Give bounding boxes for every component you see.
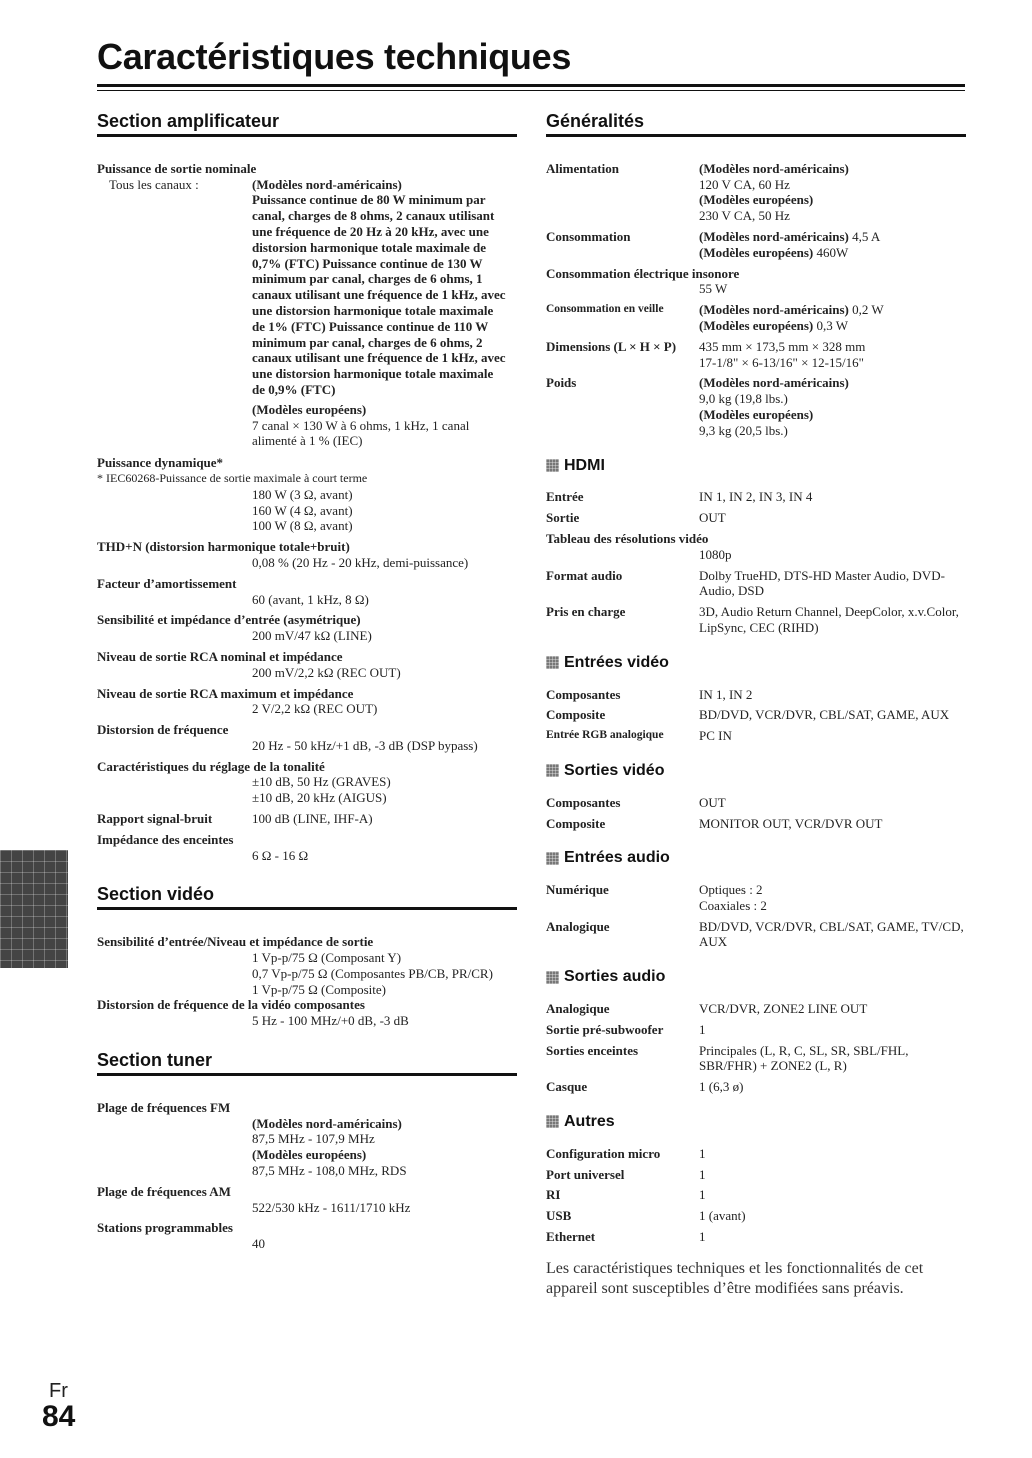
hdmi-output-label: Sortie xyxy=(546,510,580,526)
video-outputs-heading-text: Sorties vidéo xyxy=(564,761,665,779)
aout-speakers-value: Principales (L, R, C, SL, SR, SBL/FHL, SBR/FHR) + ZONE2 (L, R) xyxy=(699,1042,909,1074)
standby-na-value: 0,2 W xyxy=(852,302,884,318)
mic-setup-value: 1 xyxy=(699,1145,706,1161)
vout-composite-value: MONITOR OUT, VCR/DVR OUT xyxy=(699,815,883,831)
dimensions-imperial: 17-1/8" × 6-13/16" × 12-15/16" xyxy=(699,354,864,370)
aout-analog-value: VCR/DVR, ZONE2 LINE OUT xyxy=(699,1001,868,1017)
weight-row xyxy=(546,375,966,438)
ain-digital-label: Numérique xyxy=(546,882,609,898)
universal-port-value: 1 xyxy=(699,1166,706,1182)
audio-format-label: Format audio xyxy=(546,567,623,583)
usb-label: USB xyxy=(546,1208,572,1224)
power-supply-na-value: 120 V CA, 60 Hz xyxy=(699,176,790,192)
square-bullet-icon xyxy=(546,459,559,472)
all-channels-row xyxy=(97,177,517,450)
freq-response-label: Distorsion de fréquence xyxy=(97,722,229,738)
universal-port-label: Port universel xyxy=(546,1166,625,1182)
audio-inputs-heading-text: Entrées audio xyxy=(564,849,670,867)
aout-headphones-value: 1 (6,3 ø) xyxy=(699,1079,744,1095)
consumption-eu-value: 460W xyxy=(816,244,849,260)
hdmi-input-label: Entrée xyxy=(546,489,584,505)
snr-value: 100 dB (LINE, IHF-A) xyxy=(252,811,373,827)
rca-max-value: 2 V/2,2 kΩ (REC OUT) xyxy=(252,701,378,717)
input-sensitivity-value: 200 mV/47 kΩ (LINE) xyxy=(252,628,372,644)
ethernet-value: 1 xyxy=(699,1229,706,1245)
dynamic-power-note: * IEC60268-Puissance de sortie maximale à court terme xyxy=(97,470,368,485)
disclaimer-note: Les caractéristiques techniques et les fonctionnalités de cet appareil sont susceptibles d’être modifiées sans préavis. xyxy=(546,1259,924,1297)
eu-models-label: (Modèles européens) xyxy=(252,1147,367,1163)
video-sensitivity-value: 1 Vp-p/75 Ω (Composant Y) xyxy=(252,950,402,966)
ain-coaxial-value: Coaxiales : 2 xyxy=(699,897,767,913)
weight-na-value: 9,0 kg (19,8 lbs.) xyxy=(699,391,788,407)
dynamic-power-value: 100 W (8 Ω, avant) xyxy=(252,518,353,534)
snr-row xyxy=(97,811,517,827)
hdmi-input-value: IN 1, IN 2, IN 3, IN 4 xyxy=(699,489,813,505)
fm-range-label: Plage de fréquences FM xyxy=(97,1099,231,1115)
na-models-label: (Modèles nord-américains) xyxy=(699,375,849,391)
title-rule xyxy=(97,84,965,87)
rca-nominal-label: Niveau de sortie RCA nominal et impédance xyxy=(97,648,343,664)
dynamic-power-value: 180 W (3 Ω, avant) xyxy=(252,486,353,502)
vout-composite-label: Composite xyxy=(546,815,606,831)
audio-format-value: Dolby TrueHD, DTS-HD Master Audio, DVD-Audio, DSD xyxy=(699,567,945,599)
general-section-heading: Généralités xyxy=(546,112,966,137)
no-sound-consumption-label: Consommation électrique insonore xyxy=(546,265,740,281)
language-label: Fr xyxy=(49,1380,68,1402)
resolution-label: Tableau des résolutions vidéo xyxy=(546,530,709,546)
video-section-heading: Section vidéo xyxy=(97,885,517,910)
eu-models-label: (Modèles européens) xyxy=(699,192,814,208)
video-outputs-heading xyxy=(546,763,966,779)
dimensions-label: Dimensions (L × H × P) xyxy=(546,338,677,354)
ri-label: RI xyxy=(546,1187,561,1203)
standby-label: Consommation en veille xyxy=(546,303,664,316)
audio-outputs-heading-text: Sorties audio xyxy=(564,968,666,986)
presets-label: Stations programmables xyxy=(97,1220,233,1236)
consumption-na-value: 4,5 A xyxy=(852,228,881,244)
freq-response-value: 20 Hz - 50 kHz/+1 dB, -3 dB (DSP bypass) xyxy=(252,737,478,753)
vin-rgb-value: PC IN xyxy=(699,728,732,744)
rated-power-label: Puissance de sortie nominale xyxy=(97,160,257,176)
video-freq-value: 5 Hz - 100 MHz/+0 dB, -3 dB xyxy=(252,1013,409,1029)
vin-composite-label: Composite xyxy=(546,707,606,723)
na-power-text: Puissance continue de 80 W minimum par canal, charges de 8 ohms, 2 canaux utilisant une fréquence de 20 Hz à 20 kHz, avec une distorsion harmonique totale maximale de 0,7% (FTC) Puissance continue de 130 W minimum par canal, charges de 6 ohms, 1 canaux utilisant une fréquence de 1 kHz, avec une distorsion harmonique totale maximale de 1% (FTC) Puissance continue de 110 W minimum par canal, charges de 6 ohms, 2 canaux utilisant une fréquence de 1 kHz, avec une distorsion harmonique totale maximale de 0,9% (FTC) xyxy=(252,192,506,397)
square-bullet-icon xyxy=(546,852,559,865)
video-inputs-heading-text: Entrées vidéo xyxy=(564,653,669,671)
section-tab-marker xyxy=(0,850,68,968)
vin-rgb-label: Entrée RGB analogique xyxy=(546,729,664,742)
standby-row xyxy=(546,302,966,334)
audio-outputs-heading xyxy=(546,969,966,985)
na-models-label: (Modèles nord-américains) xyxy=(252,1115,402,1131)
hdmi-output-value: OUT xyxy=(699,510,726,526)
ain-optical-value: Optiques : 2 xyxy=(699,882,763,898)
all-channels-label: Tous les canaux : xyxy=(109,176,199,192)
ethernet-label: Ethernet xyxy=(546,1229,596,1245)
damping-value: 60 (avant, 1 kHz, 8 Ω) xyxy=(252,591,369,607)
eu-power-text: 7 canal × 130 W à 6 ohms, 1 kHz, 1 canal alimenté à 1 % (IEC) xyxy=(252,417,470,449)
na-models-label: (Modèles nord-américains) xyxy=(699,160,849,176)
hdmi-heading-text: HDMI xyxy=(564,456,605,474)
eu-models-label: (Modèles européens) xyxy=(699,317,814,333)
ain-analog-label: Analogique xyxy=(546,918,610,934)
vin-component-value: IN 1, IN 2 xyxy=(699,686,753,702)
consumption-label: Consommation xyxy=(546,228,631,244)
dynamic-power-label: Puissance dynamique* xyxy=(97,455,224,471)
title-rule-thin xyxy=(97,90,965,91)
square-bullet-icon xyxy=(546,656,559,669)
video-sensitivity-value: 1 Vp-p/75 Ω (Composite) xyxy=(252,981,386,997)
vin-composite-value: BD/DVD, VCR/DVR, CBL/SAT, GAME, AUX xyxy=(699,707,950,723)
snr-label: Rapport signal-bruit xyxy=(97,811,213,827)
video-freq-label: Distorsion de fréquence de la vidéo composantes xyxy=(97,997,365,1013)
others-heading xyxy=(546,1114,966,1130)
tone-control-value: ±10 dB, 20 kHz (AIGUS) xyxy=(252,790,387,806)
weight-eu-value: 9,3 kg (20,5 lbs.) xyxy=(699,422,788,438)
rca-max-label: Niveau de sortie RCA maximum et impédance xyxy=(97,685,354,701)
ain-analog-value: BD/DVD, VCR/DVR, CBL/SAT, GAME, TV/CD, AUX xyxy=(699,918,964,950)
supported-label: Pris en charge xyxy=(546,604,626,620)
am-range-label: Plage de fréquences AM xyxy=(97,1183,231,1199)
standby-eu-value: 0,3 W xyxy=(816,317,849,333)
vin-component-label: Composantes xyxy=(546,686,621,702)
thd-label: THD+N (distorsion harmonique totale+bruit) xyxy=(97,539,350,555)
thd-value: 0,08 % (20 Hz - 20 kHz, demi-puissance) xyxy=(252,554,469,570)
left-column xyxy=(97,112,517,1252)
damping-label: Facteur d’amortissement xyxy=(97,575,237,591)
square-bullet-icon xyxy=(546,1115,559,1128)
presets-value: 40 xyxy=(252,1236,265,1252)
consumption-row xyxy=(546,229,966,261)
input-sensitivity-label: Sensibilité et impédance d’entrée (asymétrique) xyxy=(97,612,361,628)
rca-nominal-value: 200 mV/2,2 kΩ (REC OUT) xyxy=(252,664,401,680)
vout-component-value: OUT xyxy=(699,794,726,810)
tone-control-value: ±10 dB, 50 Hz (GRAVES) xyxy=(252,774,391,790)
weight-label: Poids xyxy=(546,375,577,391)
audio-inputs-heading xyxy=(546,850,966,866)
aout-speakers-label: Sorties enceintes xyxy=(546,1042,639,1058)
others-heading-text: Autres xyxy=(564,1113,615,1131)
dimensions-row xyxy=(546,339,966,371)
hdmi-heading xyxy=(546,458,966,474)
dimensions-metric: 435 mm × 173,5 mm × 328 mm xyxy=(699,338,866,354)
square-bullet-icon xyxy=(546,971,559,984)
vout-component-label: Composantes xyxy=(546,794,621,810)
eu-models-label: (Modèles européens) xyxy=(699,244,814,260)
power-supply-row xyxy=(546,161,966,224)
mic-setup-label: Configuration micro xyxy=(546,1145,661,1161)
aout-subwoofer-value: 1 xyxy=(699,1021,706,1037)
power-supply-eu-value: 230 V CA, 50 Hz xyxy=(699,208,790,224)
speaker-impedance-label: Impédance des enceintes xyxy=(97,831,234,847)
speaker-impedance-value: 6 Ω - 16 Ω xyxy=(252,847,309,863)
resolution-value: 1080p xyxy=(699,546,732,562)
amp-section-heading: Section amplificateur xyxy=(97,112,517,137)
supported-value: 3D, Audio Return Channel, DeepColor, x.v.Color, LipSync, CEC (RIHD) xyxy=(699,604,959,635)
tuner-section-heading: Section tuner xyxy=(97,1051,517,1076)
video-sensitivity-value: 0,7 Vp-p/75 Ω (Composantes PB/CB, PR/CR) xyxy=(252,965,493,981)
aout-headphones-label: Casque xyxy=(546,1079,588,1095)
tone-control-label: Caractéristiques du réglage de la tonalité xyxy=(97,758,325,774)
na-models-label: (Modèles nord-américains) xyxy=(699,228,849,244)
right-column xyxy=(546,112,966,1299)
square-bullet-icon xyxy=(546,764,559,777)
page-title: Caractéristiques techniques xyxy=(97,36,572,77)
fm-eu-value: 87,5 MHz - 108,0 MHz, RDS xyxy=(252,1163,407,1179)
eu-models-label: (Modèles européens) xyxy=(699,406,814,422)
video-inputs-heading xyxy=(546,655,966,671)
no-sound-consumption-value: 55 W xyxy=(699,281,728,297)
dynamic-power-value: 160 W (4 Ω, avant) xyxy=(252,502,353,518)
aout-analog-label: Analogique xyxy=(546,1001,610,1017)
video-sensitivity-label: Sensibilité d’entrée/Niveau et impédance de sortie xyxy=(97,934,374,950)
usb-value: 1 (avant) xyxy=(699,1208,746,1224)
power-supply-label: Alimentation xyxy=(546,160,619,176)
aout-subwoofer-label: Sortie pré-subwoofer xyxy=(546,1021,664,1037)
am-range-value: 522/530 kHz - 1611/1710 kHz xyxy=(252,1199,411,1215)
fm-na-value: 87,5 MHz - 107,9 MHz xyxy=(252,1131,375,1147)
page-number: 84 xyxy=(42,1400,76,1433)
eu-models-label: (Modèles européens) xyxy=(252,401,367,417)
ri-value: 1 xyxy=(699,1187,706,1203)
na-models-label: (Modèles nord-américains) xyxy=(252,176,402,192)
na-models-label: (Modèles nord-américains) xyxy=(699,302,849,318)
